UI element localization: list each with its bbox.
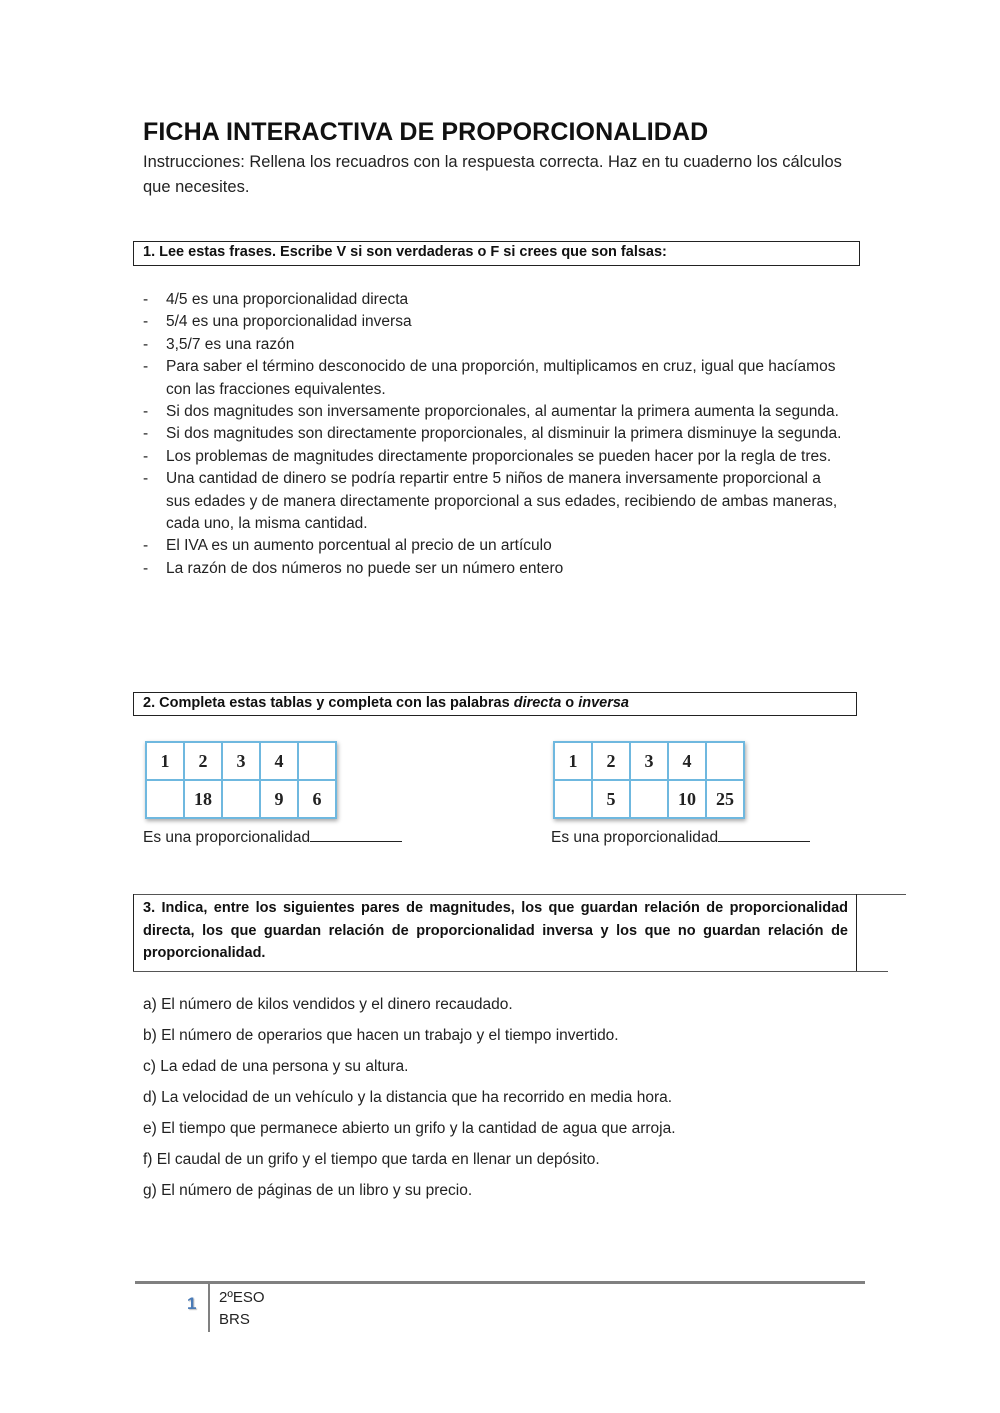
- page-title: FICHA INTERACTIVA DE PROPORCIONALIDAD: [143, 118, 709, 146]
- word-inversa: inversa: [578, 695, 629, 711]
- dash-bullet-icon: -: [143, 559, 149, 577]
- section-3-heading: [133, 894, 908, 972]
- table-cell: 2: [592, 742, 630, 780]
- list-item[interactable]: f) El caudal de un grifo y el tiempo que tarda en llenar un depósito.: [143, 1151, 600, 1168]
- table-cell: 5: [592, 780, 630, 818]
- list-item[interactable]: d) La velocidad de un vehículo y la distancia que ha recorrido en media hora.: [143, 1089, 673, 1106]
- proportion-table-2: [553, 741, 745, 819]
- table-cell: 2: [184, 742, 222, 780]
- proportionality-label-2: Es una proporcionalidad: [551, 828, 810, 847]
- statement-list: [143, 289, 843, 580]
- table-cell: 25: [706, 780, 744, 818]
- statement-item[interactable]: - 5/4 es una proporcionalidad inversa: [143, 311, 843, 333]
- word-directa: directa: [513, 695, 562, 711]
- table-row: [554, 780, 744, 818]
- instructions: Instrucciones: Rellena los recuadros con la respuesta correcta. Haz en tu cuaderno los cálculos que necesites.: [143, 153, 842, 196]
- section-1-heading: [133, 241, 860, 266]
- footer-vertical-divider: [208, 1284, 210, 1332]
- table-cell-blank[interactable]: [222, 780, 260, 818]
- footer-author: BRS: [219, 1311, 250, 1328]
- table-cell-blank[interactable]: [298, 742, 336, 780]
- dash-bullet-icon: -: [143, 291, 149, 308]
- table-cell-blank[interactable]: [706, 742, 744, 780]
- table-cell: 1: [554, 742, 592, 780]
- table-cell-blank[interactable]: [630, 780, 668, 818]
- dash-bullet-icon: -: [143, 358, 149, 376]
- statement-item[interactable]: - Los problemas de magnitudes directamente proporcionales se pueden hacer por la regla de tres.: [143, 446, 843, 468]
- dash-bullet-icon: -: [143, 447, 149, 465]
- table-cell: 4: [260, 742, 298, 780]
- statement-item[interactable]: - Si dos magnitudes son directamente proporcionales, al disminuir la primera disminuye la segunda.: [143, 423, 843, 445]
- table-cell: 3: [630, 742, 668, 780]
- proportion-table-1: [145, 741, 337, 819]
- statement-item[interactable]: - 4/5 es una proporcionalidad directa: [143, 289, 843, 311]
- answer-blank[interactable]: [310, 828, 402, 842]
- statement-item[interactable]: - Una cantidad de dinero se podría repartir entre 5 niños de manera inversamente proporcional a sus edades y de manera directamente proporcional a sus edades, recibiendo de ambas maneras, cada uno, la misma cantidad.: [143, 470, 838, 533]
- dash-bullet-icon: -: [143, 470, 149, 488]
- divider: [856, 894, 857, 972]
- table-cell: 6: [298, 780, 336, 818]
- answer-blank[interactable]: [718, 828, 810, 842]
- table-cell: 10: [668, 780, 706, 818]
- statement-item[interactable]: - El IVA es un aumento porcentual al precio de un artículo: [143, 535, 843, 557]
- dash-bullet-icon: -: [143, 425, 149, 443]
- list-item[interactable]: a) El número de kilos vendidos y el dinero recaudado.: [143, 996, 513, 1013]
- proportionality-label-1: Es una proporcionalidad: [143, 828, 402, 847]
- dash-bullet-icon: -: [143, 537, 149, 555]
- table-cell: 9: [260, 780, 298, 818]
- statement-item[interactable]: - La razón de dos números no puede ser un número entero: [143, 558, 843, 580]
- table-row: [146, 780, 336, 818]
- table-cell-blank[interactable]: [554, 780, 592, 818]
- dash-bullet-icon: -: [143, 403, 149, 421]
- list-item[interactable]: e) El tiempo que permanece abierto un grifo y la cantidad de agua que arroja.: [143, 1120, 676, 1137]
- footer-course: 2ºESO: [219, 1289, 265, 1306]
- statement-item[interactable]: - Si dos magnitudes son inversamente proporcionales, al aumentar la primera aumenta la segunda.: [143, 401, 843, 423]
- table-cell: 4: [668, 742, 706, 780]
- section-1-heading-text: 1. Lee estas frases. Escribe V si son verdaderas o F si crees que son falsas:: [143, 244, 667, 260]
- dash-bullet-icon: -: [143, 335, 149, 353]
- list-item[interactable]: g) El número de páginas de un libro y su precio.: [143, 1182, 473, 1199]
- divider: [133, 971, 888, 972]
- table-cell-blank[interactable]: [146, 780, 184, 818]
- table-cell: 18: [184, 780, 222, 818]
- magnitude-pairs-list: [143, 994, 843, 1211]
- footer-text: [219, 1287, 265, 1331]
- divider: [133, 894, 906, 895]
- table-row: [554, 742, 744, 780]
- section-3-heading-text: 3. Indica, entre los siguientes pares de magnitudes, los que guardan relación de proporcionalidad directa, los que guardan relación de proporcionalidad inversa y los que no guardan relación de proporcionalidad.: [143, 900, 848, 961]
- table-row: [146, 742, 336, 780]
- statement-item[interactable]: - 3,5/7 es una razón: [143, 334, 843, 356]
- dash-bullet-icon: -: [143, 313, 149, 331]
- table-cell: 1: [146, 742, 184, 780]
- page-number: 1: [187, 1294, 197, 1313]
- footer-divider: [135, 1281, 865, 1284]
- statement-item[interactable]: - Para saber el término desconocido de una proporción, multiplicamos en cruz, igual que hacíamos con las fracciones equivalentes.: [143, 358, 836, 398]
- divider: [133, 894, 134, 972]
- section-2-heading: 2. Completa estas tablas y completa con las palabras directa o inversa: [133, 692, 857, 716]
- list-item[interactable]: b) El número de operarios que hacen un trabajo y el tiempo invertido.: [143, 1027, 619, 1044]
- list-item[interactable]: c) La edad de una persona y su altura.: [143, 1058, 409, 1075]
- table-cell: 3: [222, 742, 260, 780]
